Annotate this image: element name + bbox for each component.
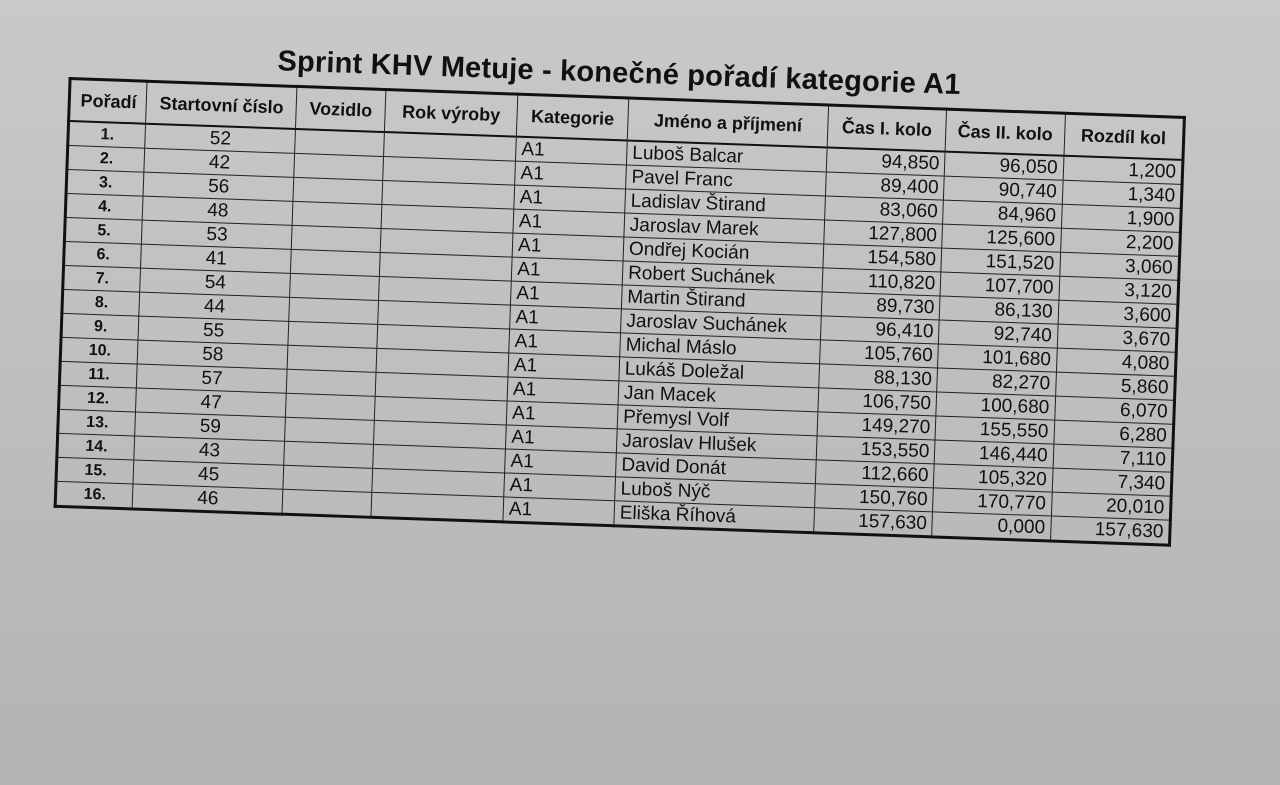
cell-time1: 127,800 [824,220,943,248]
cell-time1: 89,730 [821,292,940,320]
cell-time2: 100,680 [936,392,1055,420]
cell-time1: 105,760 [820,340,939,368]
cell-rank: 8. [62,289,140,316]
cell-time1: 96,410 [820,316,939,344]
cell-diff: 1,200 [1063,156,1183,185]
header-time2: Čas II. kolo [945,109,1065,156]
cell-name: Luboš Balcar [626,141,827,172]
cell-time2: 146,440 [934,440,1053,468]
cell-vehicle [284,441,374,468]
cell-rank: 1. [68,121,146,148]
cell-time1: 153,550 [816,436,935,464]
cell-diff: 3,600 [1058,300,1178,328]
header-rank: Pořadí [69,79,148,124]
cell-rank: 11. [59,361,137,388]
cell-year [371,492,504,522]
cell-time1: 157,630 [814,508,933,537]
cell-category: A1 [510,305,622,333]
cell-name: Martin Štirand [621,285,822,316]
cell-diff: 5,860 [1055,372,1175,400]
cell-rank: 10. [60,337,138,364]
cell-diff: 3,670 [1057,324,1177,352]
cell-time1: 89,400 [825,172,944,200]
cell-category: A1 [511,257,623,285]
cell-diff: 6,280 [1054,420,1174,448]
cell-category: A1 [513,209,625,237]
cell-start-number: 59 [135,412,285,441]
cell-time2: 86,130 [939,296,1058,324]
cell-vehicle [286,369,376,396]
cell-name: Michal Máslo [620,333,821,364]
cell-diff: 1,900 [1061,204,1181,232]
header-time1: Čas I. kolo [827,105,947,152]
cell-rank: 6. [64,241,142,268]
cell-category: A1 [509,329,621,357]
cell-time2: 92,740 [939,320,1058,348]
cell-start-number: 47 [136,388,286,417]
cell-start-number: 55 [138,316,288,345]
cell-start-number: 54 [140,268,290,297]
cell-name: Robert Suchánek [622,261,823,292]
cell-time2: 155,550 [935,416,1054,444]
cell-vehicle [292,201,382,228]
cell-start-number: 58 [138,340,288,369]
header-name: Jméno a příjmení [627,98,828,147]
cell-vehicle [294,153,384,180]
cell-time2: 0,000 [932,512,1051,541]
cell-vehicle [286,393,376,420]
cell-rank: 14. [57,433,135,460]
cell-time2: 101,680 [938,344,1057,372]
cell-diff: 3,120 [1059,276,1179,304]
cell-time1: 88,130 [819,364,938,392]
cell-time2: 84,960 [943,200,1062,228]
cell-time2: 105,320 [934,464,1053,492]
cell-time2: 82,270 [937,368,1056,396]
cell-diff: 7,110 [1053,444,1173,472]
cell-rank: 4. [65,193,143,220]
cell-vehicle [282,489,372,517]
cell-vehicle [283,465,373,492]
cell-start-number: 45 [133,460,283,489]
cell-diff: 7,340 [1052,468,1172,496]
results-body [55,121,1183,545]
cell-vehicle [290,273,380,300]
cell-category: A1 [511,281,623,309]
cell-name: Ladislav Štirand [625,189,826,220]
cell-name: Eliška Říhová [614,501,815,533]
cell-category: A1 [506,401,618,429]
cell-time2: 125,600 [942,224,1061,252]
cell-diff: 3,060 [1059,252,1179,280]
header-start-number: Startovní číslo [146,81,297,129]
cell-start-number: 52 [145,124,295,154]
cell-time1: 83,060 [825,196,944,224]
cell-category: A1 [503,497,615,526]
cell-rank: 3. [66,169,144,196]
cell-time1: 150,760 [815,484,934,512]
cell-start-number: 46 [133,484,283,514]
header-category: Kategorie [516,94,628,140]
cell-start-number: 43 [134,436,284,465]
cell-rank: 16. [55,481,133,509]
cell-time2: 151,520 [941,248,1060,276]
cell-time2: 96,050 [944,152,1063,181]
cell-diff: 20,010 [1051,492,1171,520]
header-vehicle: Vozidlo [296,86,386,132]
cell-rank: 2. [67,145,145,172]
cell-category: A1 [514,185,626,213]
cell-start-number: 57 [137,364,287,393]
cell-time1: 94,850 [826,147,945,176]
cell-diff: 157,630 [1050,516,1170,545]
cell-rank: 13. [58,409,136,436]
cell-rank: 7. [63,265,141,292]
cell-time2: 170,770 [933,488,1052,516]
cell-time2: 90,740 [944,176,1063,204]
cell-start-number: 41 [141,244,291,273]
cell-start-number: 44 [139,292,289,321]
cell-start-number: 48 [143,196,293,225]
cell-name: Pavel Franc [626,165,827,196]
cell-category: A1 [512,233,624,261]
cell-name: Přemysl Volf [617,405,818,436]
cell-name: Ondřej Kocián [623,237,824,268]
cell-rank: 12. [59,385,137,412]
results-sheet [54,38,1210,547]
cell-category: A1 [516,137,628,165]
cell-category: A1 [504,473,616,501]
cell-rank: 5. [64,217,142,244]
cell-vehicle [287,345,377,372]
cell-time1: 106,750 [818,388,937,416]
cell-time2: 107,700 [940,272,1059,300]
cell-category: A1 [505,425,617,453]
cell-category: A1 [505,449,617,477]
cell-time1: 110,820 [822,268,941,296]
cell-diff: 1,340 [1062,180,1182,208]
cell-diff: 2,200 [1060,228,1180,256]
cell-start-number: 42 [144,148,294,177]
cell-name: Jaroslav Suchánek [621,309,822,340]
header-year: Rok výroby [385,90,518,137]
cell-vehicle [291,249,381,276]
cell-diff: 6,070 [1054,396,1174,424]
cell-name: Jaroslav Hlušek [616,429,817,460]
cell-rank: 15. [56,457,134,484]
cell-vehicle [291,225,381,252]
cell-name: Luboš Nýč [615,477,816,508]
cell-diff: 4,080 [1056,348,1176,376]
cell-name: Lukáš Doležal [619,357,820,388]
results-table [54,77,1186,547]
cell-vehicle [288,321,378,348]
cell-time1: 154,580 [823,244,942,272]
cell-time1: 149,270 [817,412,936,440]
cell-category: A1 [507,377,619,405]
cell-category: A1 [508,353,620,381]
cell-category: A1 [515,161,627,189]
cell-start-number: 53 [142,220,292,249]
cell-name: Jaroslav Marek [624,213,825,244]
cell-vehicle [295,129,385,157]
cell-vehicle [293,177,383,204]
cell-start-number: 56 [143,172,293,201]
cell-name: Jan Macek [618,381,819,412]
page-title: Sprint KHV Metuje - konečné pořadí kategorie A1 [276,45,962,102]
cell-vehicle [285,417,375,444]
cell-rank: 9. [61,313,139,340]
cell-time1: 112,660 [815,460,934,488]
cell-name: David Donát [616,453,817,484]
cell-vehicle [289,297,379,324]
header-diff: Rozdíl kol [1064,113,1185,160]
